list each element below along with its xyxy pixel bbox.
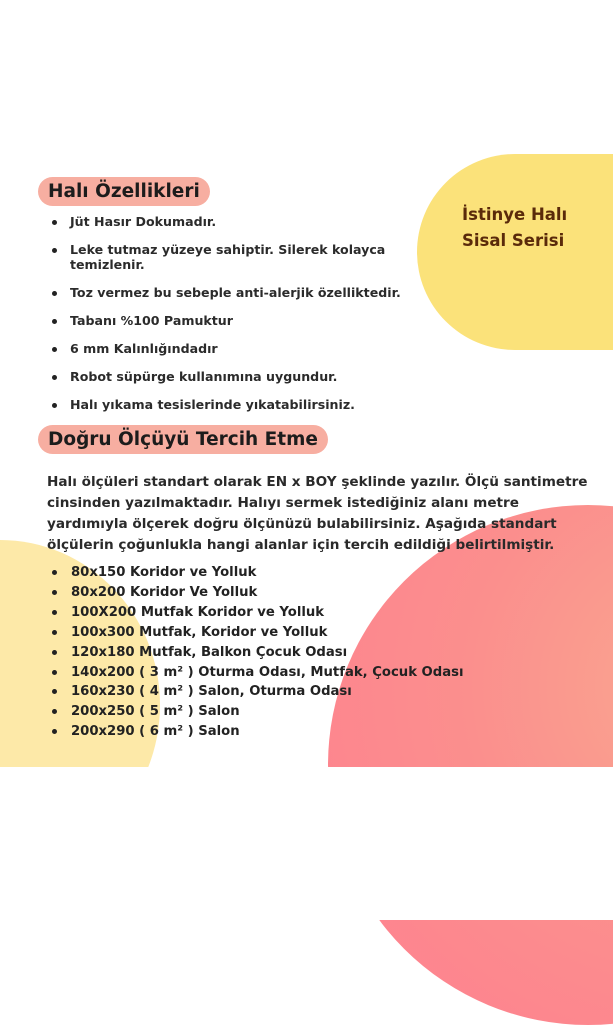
size-item: 200x290 ( 6 m² ) Salon xyxy=(52,722,492,742)
feature-item: Halı yıkama tesislerinde yıkatabilirsiniz. xyxy=(52,397,402,412)
sizes-list xyxy=(52,563,492,742)
size-item: 120x180 Mutfak, Balkon Çocuk Odası xyxy=(52,643,492,663)
size-item: 100X200 Mutfak Koridor ve Yolluk xyxy=(52,603,492,623)
sizing-paragraph: Halı ölçüleri standart olarak EN x BOY şeklinde yazılır. Ölçü santimetre cinsinden yazılmaktadır. Halıyı sermek istediğiniz alanı metre yardımıyla ölçerek doğru ölçünüzü bulabilirsiniz. Aşağıda standart ölçülerin çoğunlukla hangi alanlar için tercih edildiği belirtilmiştir. xyxy=(47,474,588,553)
feature-item: Robot süpürge kullanımına uygundur. xyxy=(52,369,402,384)
brand-line-1: İstinye Halı xyxy=(462,205,568,224)
size-item: 100x300 Mutfak, Koridor ve Yolluk xyxy=(52,623,492,643)
size-item: 200x250 ( 5 m² ) Salon xyxy=(52,702,492,722)
feature-item: 6 mm Kalınlığındadır xyxy=(52,341,402,356)
feature-item: Leke tutmaz yüzeye sahiptir. Silerek kolayca temizlenir. xyxy=(52,242,402,272)
feature-item: Toz vermez bu sebeple anti-alerjik özelliktedir. xyxy=(52,285,402,300)
size-item: 160x230 ( 4 m² ) Salon, Oturma Odası xyxy=(52,682,492,702)
bottom-white-area xyxy=(0,767,613,920)
features-heading: Halı Özellikleri xyxy=(38,177,210,206)
brand-title xyxy=(462,202,602,254)
size-item: 140x200 ( 3 m² ) Oturma Odası, Mutfak, Çocuk Odası xyxy=(52,663,492,683)
brand-line-2: Sisal Serisi xyxy=(462,231,565,250)
size-item: 80x150 Koridor ve Yolluk xyxy=(52,563,492,583)
feature-item: Jüt Hasır Dokumadır. xyxy=(52,214,402,229)
features-list xyxy=(52,214,402,425)
size-item: 80x200 Koridor Ve Yolluk xyxy=(52,583,492,603)
feature-item: Tabanı %100 Pamuktur xyxy=(52,313,402,328)
sizing-heading: Doğru Ölçüyü Tercih Etme xyxy=(38,425,328,454)
